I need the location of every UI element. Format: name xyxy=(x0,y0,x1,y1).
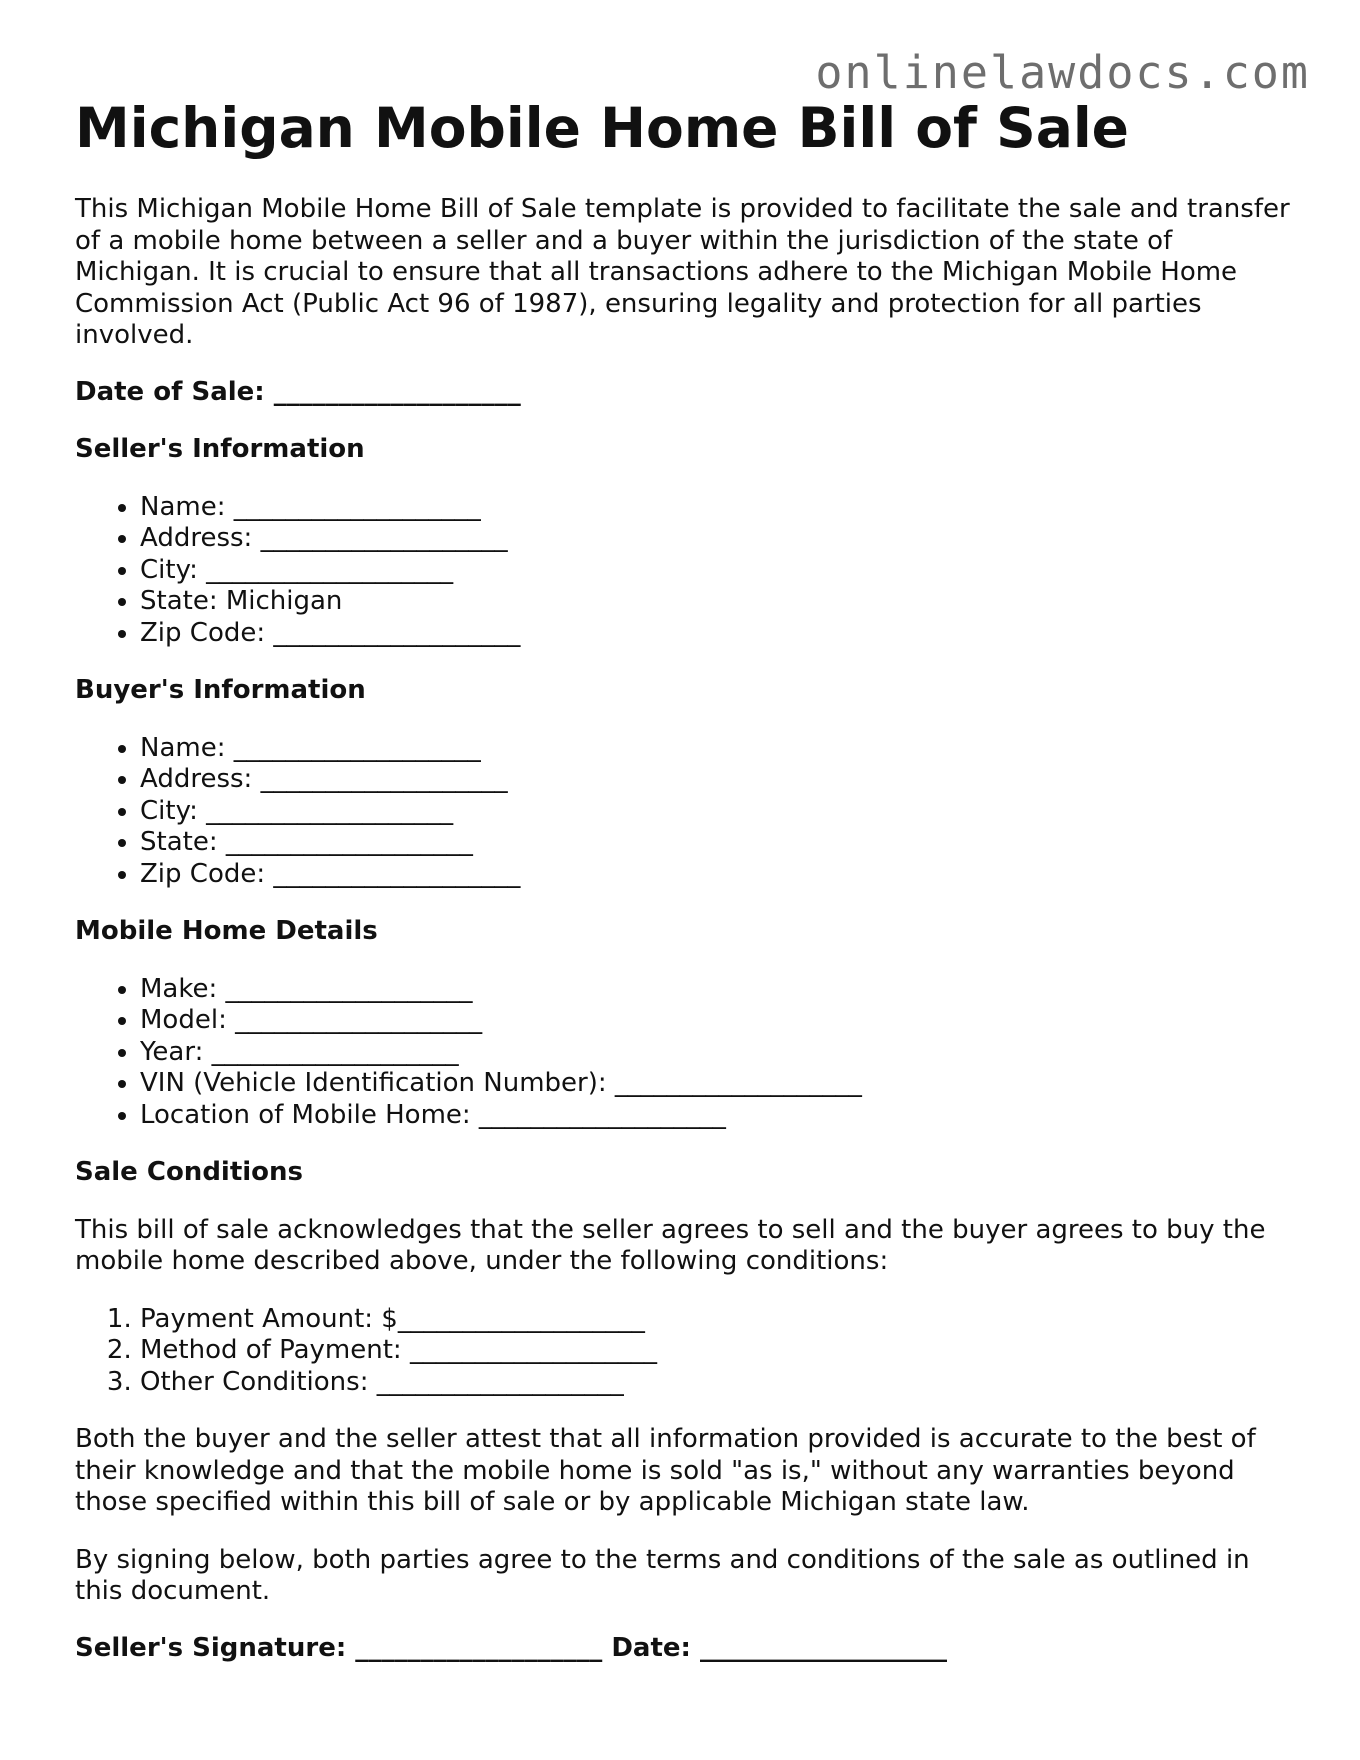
seller-name-field[interactable]: • Name: ___________________ xyxy=(140,492,1305,524)
seller-info-list xyxy=(75,492,1305,650)
vin-field[interactable]: • VIN (Vehicle Identification Number): ___________________ xyxy=(140,1068,1305,1100)
buyer-state-field[interactable]: • State: ___________________ xyxy=(140,827,1305,859)
buyer-city-field[interactable]: • City: ___________________ xyxy=(140,796,1305,828)
seller-zip-field[interactable]: • Zip Code: ___________________ xyxy=(140,618,1305,650)
document-title: Michigan Mobile Home Bill of Sale xyxy=(75,96,1129,160)
payment-amount-field[interactable]: 1. Payment Amount: $___________________ xyxy=(140,1304,1305,1336)
mobile-home-details-list xyxy=(75,974,1305,1132)
buyer-info-list xyxy=(75,733,1305,891)
date-of-sale-field[interactable]: Date of Sale: ___________________ xyxy=(75,376,521,407)
buyer-address-field[interactable]: • Address: ___________________ xyxy=(140,764,1305,796)
buyer-zip-field[interactable]: • Zip Code: ___________________ xyxy=(140,859,1305,891)
seller-signature-line[interactable]: Seller's Signature: ___________________ Date: ___________________ xyxy=(75,1632,947,1663)
year-field[interactable]: • Year: ___________________ xyxy=(140,1037,1305,1069)
conditions-list xyxy=(75,1304,1305,1399)
details-heading: Mobile Home Details xyxy=(75,916,378,946)
seller-heading: Seller's Information xyxy=(75,434,365,464)
seller-city-field[interactable]: • City: ___________________ xyxy=(140,555,1305,587)
conditions-paragraph: This bill of sale acknowledges that the seller agrees to sell and the buyer agrees to buy the mobile home described above, under the following conditions: xyxy=(75,1214,1266,1276)
conditions-heading: Sale Conditions xyxy=(75,1157,304,1187)
payment-method-field[interactable]: 2. Method of Payment: ___________________ xyxy=(140,1335,1305,1367)
seller-state-field: • State: Michigan xyxy=(140,586,1305,618)
attestation-paragraph: Both the buyer and the seller attest that all information provided is accurate to the best of their knowledge and that the mobile home is sold "as is," without any warranties beyond those specified within this bill of sale or by applicable Michigan state law. xyxy=(75,1424,1256,1517)
buyer-heading: Buyer's Information xyxy=(75,675,366,705)
seller-address-field[interactable]: • Address: ___________________ xyxy=(140,523,1305,555)
model-field[interactable]: • Model: ___________________ xyxy=(140,1005,1305,1037)
buyer-name-field[interactable]: • Name: ___________________ xyxy=(140,733,1305,765)
signing-paragraph: By signing below, both parties agree to the terms and conditions of the sale as outlined in this document. xyxy=(75,1544,1250,1606)
document-page xyxy=(75,96,1305,1664)
make-field[interactable]: • Make: ___________________ xyxy=(140,974,1305,1006)
watermark: onlinelawdocs.com xyxy=(815,46,1310,99)
intro-paragraph: This Michigan Mobile Home Bill of Sale template is provided to facilitate the sale and transfer of a mobile home between a seller and a buyer within the jurisdiction of the state of Michigan. It is crucial to ensure that all transactions adhere to the Michigan Mobile Home Commission Act (Public Act 96 of 1987), ensuring legality and protection for all parties involved. xyxy=(75,194,1290,350)
other-conditions-field[interactable]: 3. Other Conditions: ___________________ xyxy=(140,1367,1305,1399)
location-field[interactable]: • Location of Mobile Home: ___________________ xyxy=(140,1100,1305,1132)
